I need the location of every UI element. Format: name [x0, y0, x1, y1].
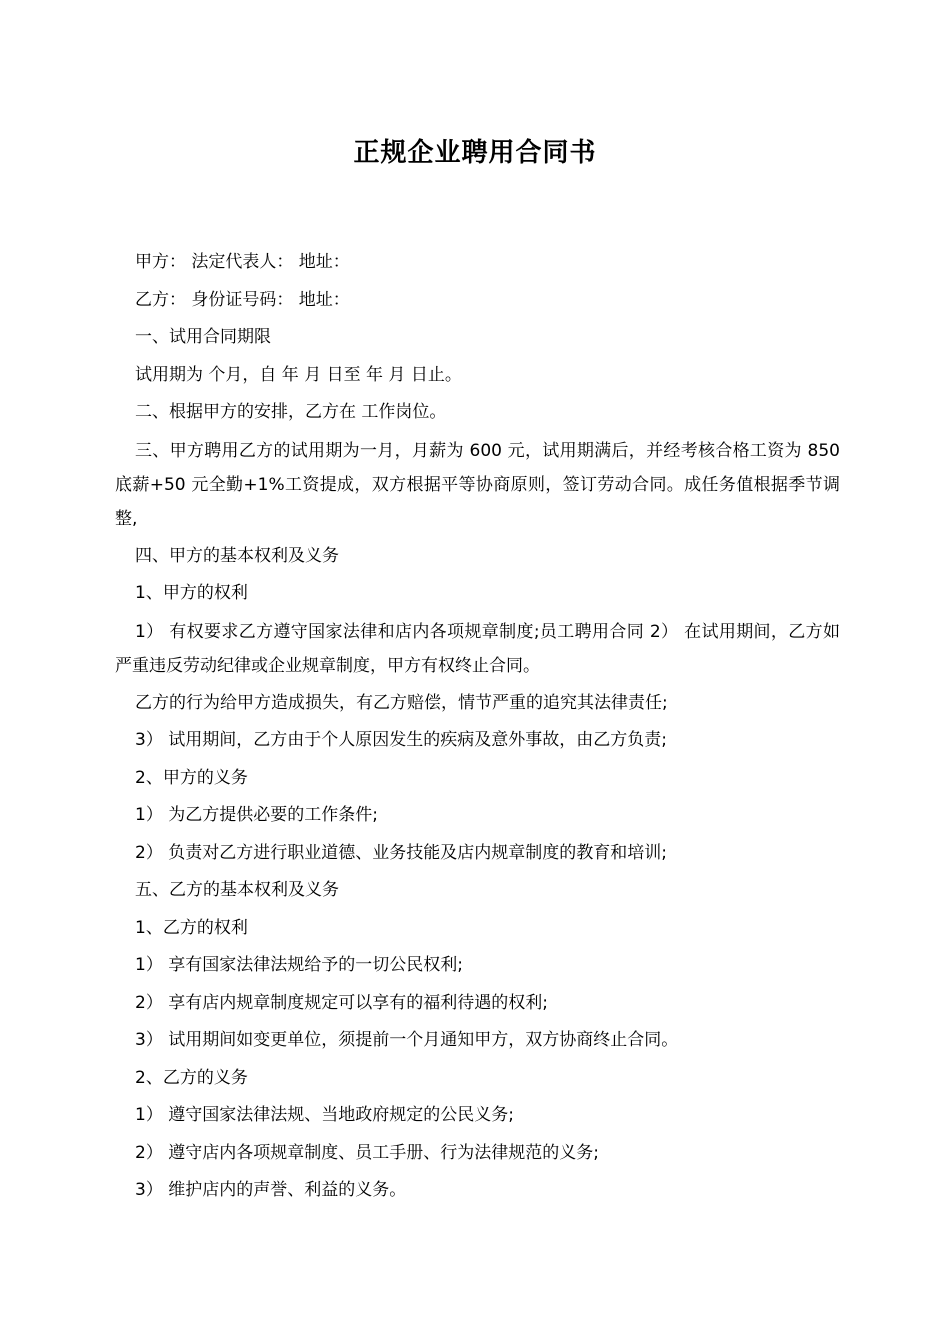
document-body [115, 244, 840, 1210]
subsection-heading: 2、甲方的义务 [135, 767, 248, 788]
paragraph: 乙方的行为给甲方造成损失，有乙方赔偿，情节严重的追究其法律责任; [135, 692, 668, 713]
section-heading: 一、试用合同期限 [135, 327, 271, 347]
list-item: 1） 为乙方提供必要的工作条件; [135, 805, 378, 825]
list-item: 3） 试用期间如变更单位，须提前一个月通知甲方，双方协商终止合同。 [135, 1030, 679, 1050]
list-item: 3） 试用期间，乙方由于个人原因发生的疾病及意外事故，由乙方负责; [135, 730, 667, 750]
section-heading: 五、乙方的基本权利及义务 [135, 880, 339, 900]
party-a-line: 甲方： 法定代表人： 地址： [135, 252, 350, 272]
list-item: 2） 遵守店内各项规章制度、员工手册、行为法律规范的义务; [135, 1142, 599, 1163]
subsection-heading: 1、甲方的权利 [135, 583, 248, 603]
document-title: 正规企业聘用合同书 [353, 138, 597, 168]
party-b-line: 乙方： 身份证号码： 地址： [135, 289, 350, 310]
subsection-heading: 1、乙方的权利 [135, 917, 248, 938]
list-item: 2） 享有店内规章制度规定可以享有的福利待遇的权利; [135, 992, 548, 1013]
paragraph: 三、甲方聘用乙方的试用期为一月，月薪为 600 元，试用期满后，并经考核合格工资为 850 底薪+50 元全勤+1%工资提成，双方根据平等协商原则，签订劳动合同。成任务值根据季节调整, [115, 440, 840, 529]
subsection-heading: 2、乙方的义务 [135, 1067, 248, 1088]
section-heading: 二、根据甲方的安排，乙方在 工作岗位。 [135, 402, 447, 422]
list-item: 1） 遵守国家法律法规、当地政府规定的公民义务; [135, 1105, 514, 1125]
paragraph: 1） 有权要求乙方遵守国家法律和店内各项规章制度;员工聘用合同 2） 在试用期间，乙方如严重违反劳动纪律或企业规章制度，甲方有权终止合同。 [115, 621, 840, 676]
list-item: 2） 负责对乙方进行职业道德、业务技能及店内规章制度的教育和培训; [135, 842, 667, 863]
paragraph: 试用期为 个月，自 年 月 日至 年 月 日止。 [135, 364, 462, 385]
section-heading: 四、甲方的基本权利及义务 [135, 545, 339, 566]
list-item: 1） 享有国家法律法规给予的一切公民权利; [135, 955, 463, 975]
list-item: 3） 维护店内的声誉、利益的义务。 [135, 1180, 407, 1200]
